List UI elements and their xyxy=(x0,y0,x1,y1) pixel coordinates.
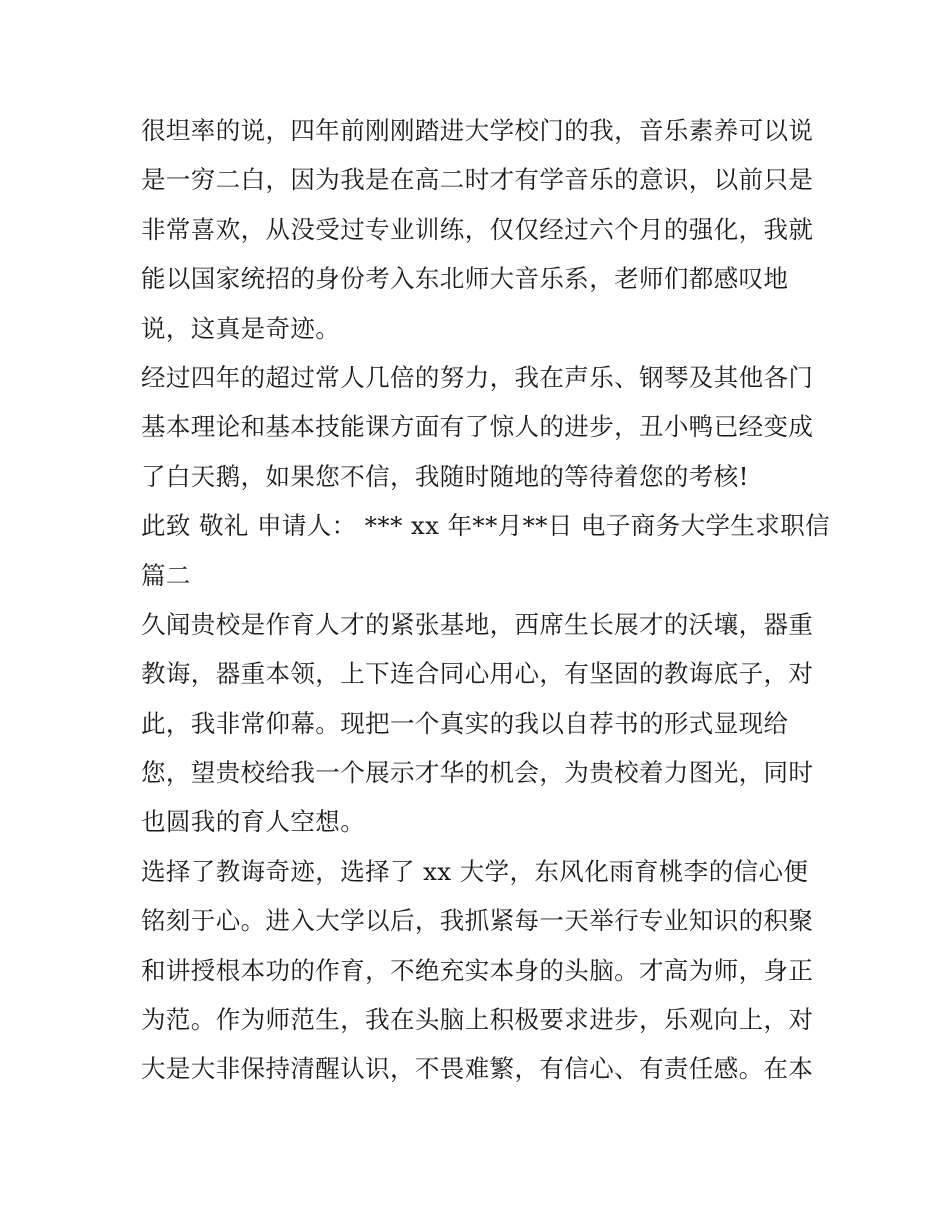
text-line-14: 您，望贵校给我一个展示才华的机会，为贵校着力图光，同时 xyxy=(141,758,814,788)
body-text xyxy=(141,106,831,1094)
text-line-2: 是一穷二白，因为我是在高二时才有学音乐的意识，以前只是 xyxy=(141,165,814,195)
text-line-9: 此致 敬礼 申请人： *** xx 年**月**日 电子商务大学生求职信 xyxy=(141,511,831,541)
text-line-15: 也圆我的育人空想。 xyxy=(141,807,366,837)
text-line-5: 说，这真是奇迹。 xyxy=(141,313,341,343)
text-line-20: 大是大非保持清醒认识，不畏难繁，有信心、有责任感。在本 xyxy=(141,1054,814,1084)
text-line-17: 铭刻于心。进入大学以后，我抓紧每一天举行专业知识的积聚 xyxy=(141,906,814,936)
text-line-4: 能以国家统招的身份考入东北师大音乐系，老师们都感叹地 xyxy=(141,264,789,294)
text-line-8: 了白天鹅，如果您不信，我随时随地的等待着您的考核! xyxy=(141,461,749,491)
text-line-13: 此，我非常仰幕。现把一个真实的我以自荐书的形式显现给 xyxy=(141,708,789,738)
text-line-3: 非常喜欢，从没受过专业训练，仅仅经过六个月的强化，我就 xyxy=(141,214,814,244)
text-line-6: 经过四年的超过常人几倍的努力，我在声乐、钢琴及其他各门 xyxy=(141,362,814,392)
text-line-18: 和讲授根本功的作育，不绝充实本身的头脑。才高为师，身正 xyxy=(141,955,814,985)
text-line-1: 很坦率的说，四年前刚刚踏进大学校门的我，音乐素养可以说 xyxy=(141,116,814,145)
text-line-19: 为范。作为师范生，我在头脑上积极要求进步，乐观向上，对 xyxy=(141,1005,814,1035)
text-line-7: 基本理论和基本技能课方面有了惊人的进步，丑小鸭已经变成 xyxy=(141,412,814,442)
text-line-11: 久闻贵校是作育人才的紧张基地，西席生长展才的沃壤，器重 xyxy=(141,609,814,639)
text-line-10: 篇二 xyxy=(141,560,191,590)
text-line-16: 选择了教诲奇迹，选择了 xx 大学，东风化雨育桃李的信心便 xyxy=(141,856,809,886)
text-line-12: 教诲，器重本领，上下连合同心用心，有坚固的教诲底子，对 xyxy=(141,659,814,689)
